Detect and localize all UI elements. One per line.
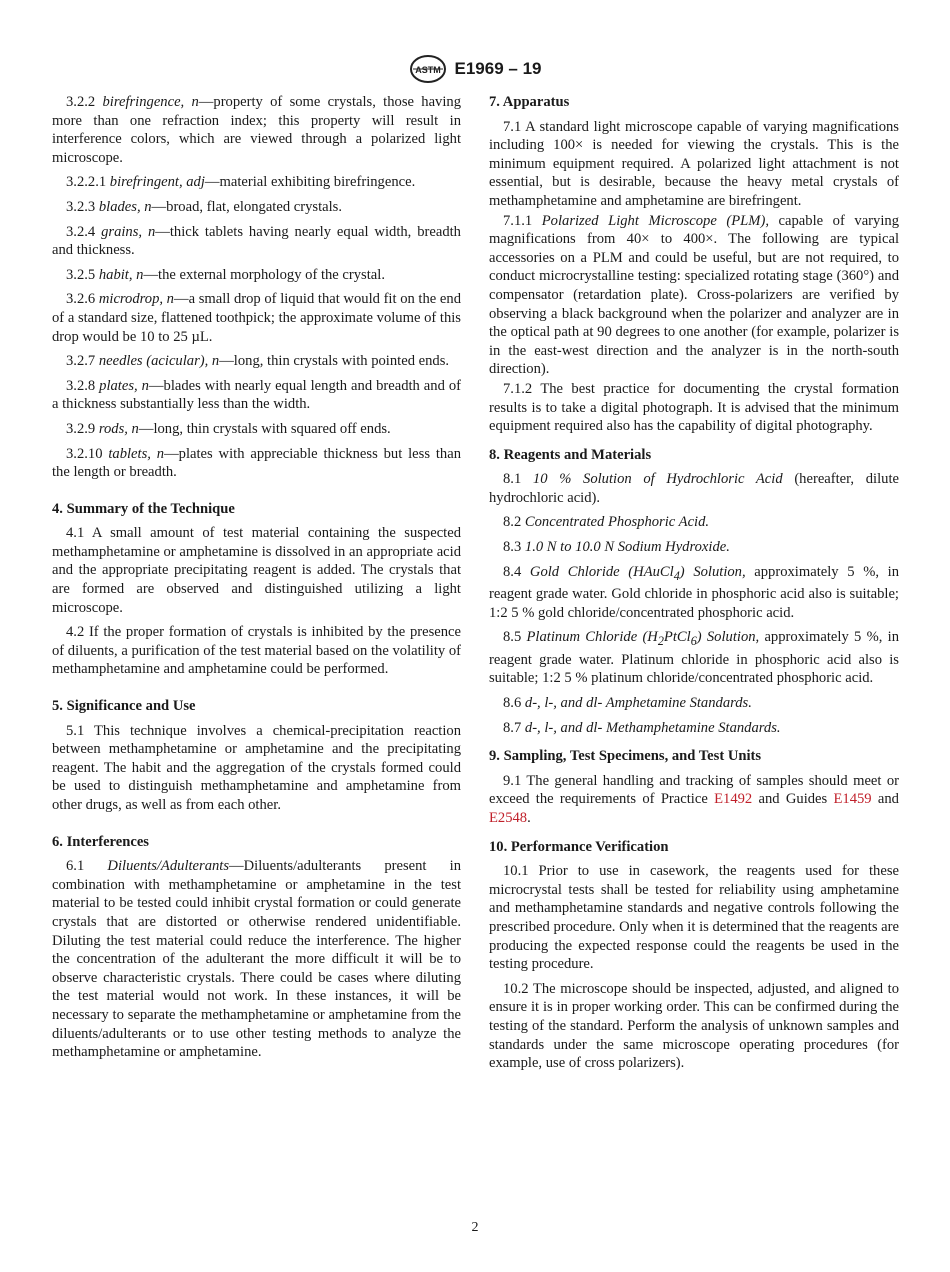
para-5-1: 5.1 This technique involves a chemical-precipitation reaction between methamphetamine or amphetamine and the precipitating reagent. The habit and the aggregation of the crystals formed could be used to distinguish methamphetamine and amphetamine from other drugs, as well as from each other. xyxy=(52,722,461,813)
para-9-1: 9.1 The general handling and tracking of samples should meet or exceed the requirements of Practice E1492 and Guides E1459 and E2548. xyxy=(489,772,899,826)
section-8-heading: 8. Reagents and Materials xyxy=(489,446,652,463)
para-8-7: 8.7 d-, l-, and dl- Methamphetamine Standards. xyxy=(503,719,781,736)
para-3-2-7: 3.2.7 needles (acicular), n—long, thin crystals with pointed ends. xyxy=(66,353,450,370)
para-3-2-5: 3.2.5 habit, n—the external morphology of the crystal. xyxy=(66,266,385,283)
para-4-1: 4.1 A small amount of test material containing the suspected methamphetamine or amphetamine is dissolved in an appropriate acid and the appropriate precipitating reagent is added. The crystals that are formed are observed and distinguished utilizing a light microscope. xyxy=(52,525,461,616)
para-3-2-6: 3.2.6 microdrop, n—a small drop of liquid that would fit on the end of a standard size, flattened toothpick; the approximate volume of this drop would be 10 to 25 µL. xyxy=(52,291,461,345)
logo-text: ASTM xyxy=(414,65,441,75)
left-column xyxy=(52,93,461,1068)
section-7-heading: 7. Apparatus xyxy=(489,94,570,110)
section-4-heading: 4. Summary of the Technique xyxy=(52,500,235,517)
para-7-1-2: 7.1.2 The best practice for documenting the crystal formation results is to take a digital photograph. It is advised that the minimum equipment required also has the capability of digital photography. xyxy=(489,380,899,435)
section-9-heading: 9. Sampling, Test Specimens, and Test Units xyxy=(489,748,762,765)
para-4-2: 4.2 If the proper formation of crystals is inhibited by the presence of diluents, a purification of the test material based on the volatility of methamphetamine and amphetamine could be performed. xyxy=(52,624,461,678)
para-3-2-10: 3.2.10 tablets, n—plates with appreciable thickness but less than the length or breadth. xyxy=(52,445,461,481)
para-3-2-3: 3.2.3 blades, n—broad, flat, elongated crystals. xyxy=(66,198,343,215)
ref-link-e1492[interactable]: E1492 xyxy=(714,791,753,808)
page-header xyxy=(0,54,950,84)
para-3-2-9: 3.2.9 rods, n—long, thin crystals with squared off ends. xyxy=(66,420,391,437)
para-8-2: 8.2 Concentrated Phosphoric Acid. xyxy=(503,514,710,531)
para-7-1: 7.1 A standard light microscope capable of varying magnifications including 100× is needed for viewing the crystals. This is the minimum equipment required. A polarized light attachment is not essential, but is desirable, because the heavy metal crystals of methamphetamine and amphetamine are birefringent. xyxy=(489,118,899,209)
ref-link-e1459[interactable]: E1459 xyxy=(833,791,872,808)
para-3-2-4: 3.2.4 grains, n—thick tablets having nearly equal width, breadth and thickness. xyxy=(52,223,461,259)
section-10-heading: 10. Performance Verification xyxy=(489,838,669,855)
astm-logo-icon xyxy=(409,54,447,84)
para-7-1-1: 7.1.1 Polarized Light Microscope (PLM), capable of varying magnifications from 40× to 400×. The following are typical accessories on a PLM and could be useful, but are not required, to conduct microcrystalline testing: specialized rotating stage (360°) and compensator (retardation plate). Cross-polarizers are verified by observing a black background when the polarizer and analyzer are in the optical path at 90 degrees to one another (for example, polarizer is in the east-west direction and the analyzer is in the north-south direction). xyxy=(489,212,899,378)
page-number: 2 xyxy=(471,1220,479,1235)
para-8-5: 8.5 Platinum Chloride $(H_2PtCl_6)$ Solution, approximately 5 %, in reagent grade water. Platinum chloride in phosphoric acid also is suitable; 1:2 5 % platinum chloride/concentrated phosphoric acid. xyxy=(489,629,899,687)
para-6-1: 6.1 Diluents/Adulterants—Diluents/adulterants present in combination with methamphetamine or amphetamine in the test material to be tested could inhibit crystal formation or could generate crystals that are distorted or otherwise rendered unidentifiable. Diluting the test material could reduce the interference. The higher the concentration of the adulterant the more difficult it will be to observe characteristic crystals. There could be cases where diluting the test material would not work. In these instances, it will be necessary to separate the methamphetamine or amphetamine from the diluents/adulterants or to use other testing methods to analyze the methamphetamine or amphetamine. xyxy=(52,858,462,1061)
document-id: E1969 – 19 xyxy=(454,59,542,78)
section-5-heading: 5. Significance and Use xyxy=(52,698,196,715)
para-10-2: 10.2 The microscope should be inspected, adjusted, and aligned to ensure it is in proper working order. This can be confirmed during the testing of the standard. Perform the analysis of unknown samples and standards under the same microscope operating procedures (for example, use of cross polarizers). xyxy=(489,980,899,1072)
para-10-1: 10.1 Prior to use in casework, the reagents used for these microcrystal tests shall be tested for reliability using amphetamine and methamphetamine standards and negative controls following the prescribed procedure. Only when it is determined that the reagents are producing the expected response could the reagents be used in the testing procedure. xyxy=(489,863,899,973)
para-3-2-2-1: 3.2.2.1 birefringent, adj—material exhibiting birefringence. xyxy=(66,174,416,191)
para-8-4: 8.4 Gold Chloride (HAuCl$_4$) Solution, approximately 5 %, in reagent grade water. Gold chloride in phosphoric acid also is suitable; 1:2 5 % gold chloride/concentrated phosphoric acid. xyxy=(489,563,900,621)
ref-link-e2548[interactable]: E2548 xyxy=(489,810,528,826)
para-8-6: 8.6 d-, l-, and dl- Amphetamine Standards. xyxy=(503,695,752,712)
para-3-2-8: 3.2.8 plates, n—blades with nearly equal length and breadth and of a thickness substantially less than the width. xyxy=(52,377,461,413)
para-8-3: 8.3 1.0 N to 10.0 N Sodium Hydroxide. xyxy=(503,539,730,556)
section-6-heading: 6. Interferences xyxy=(52,833,149,850)
right-column xyxy=(489,93,899,1079)
para-3-2-2: 3.2.2 birefringence, n—property of some crystals, those having more than one refraction index; this property will result in interference colors, which are viewed through a polarized light microscope. xyxy=(52,94,461,166)
para-8-1: 8.1 10 % Solution of Hydrochloric Acid (hereafter, dilute hydrochloric acid). xyxy=(489,471,899,506)
